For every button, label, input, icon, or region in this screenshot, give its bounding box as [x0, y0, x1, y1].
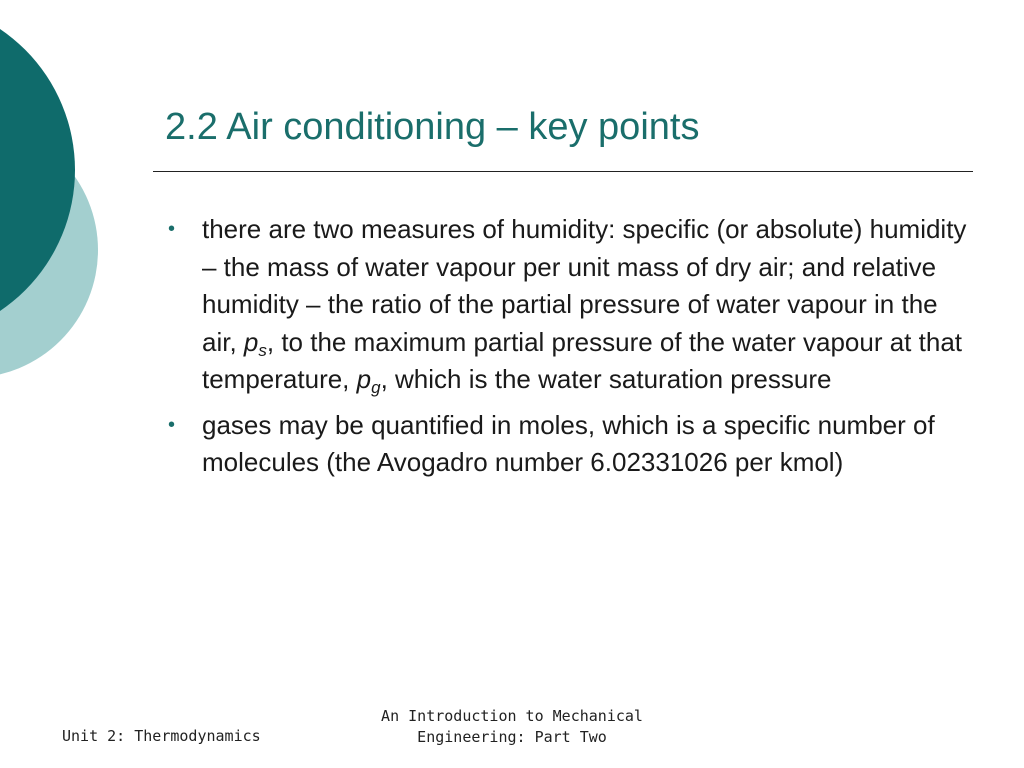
decorative-circles [0, 0, 110, 410]
bullet-icon: • [168, 218, 176, 240]
bullet-item-humidity [162, 211, 972, 399]
bullet-item-moles [162, 407, 972, 482]
bullet-text-part: , which is the water saturation pressure [380, 364, 832, 394]
bullet-text-part: there are two measures of humidity: specific (or absolute) humidity – the mass of water vapour per unit mass of dry air; and relative humidity – the ratio of the partial pressure of water vapour in the air, [202, 214, 967, 357]
footer-unit-label: Unit 2: Thermodynamics [62, 727, 261, 745]
title-divider [153, 171, 973, 172]
footer-course-line-2: Engineering: Part Two [417, 728, 607, 746]
footer-course-title [352, 706, 672, 748]
variable-p: p [243, 326, 259, 357]
variable-p: p [356, 364, 372, 394]
bullet-text: gases may be quantified in moles, which is a specific number of molecules (the Avogadro number 6.02331026 per kmol) [202, 409, 935, 477]
slide-title: 2.2 Air conditioning – key points [165, 106, 700, 148]
bullet-text-part: , to the maximum partial pressure of the water vapour at that temperature, [202, 326, 962, 394]
subscript-g: g [371, 378, 381, 397]
bullet-list [162, 211, 972, 490]
subscript-s: s [258, 340, 267, 360]
footer-course-line-1: An Introduction to Mechanical [381, 707, 643, 725]
bullet-icon: • [168, 413, 176, 436]
